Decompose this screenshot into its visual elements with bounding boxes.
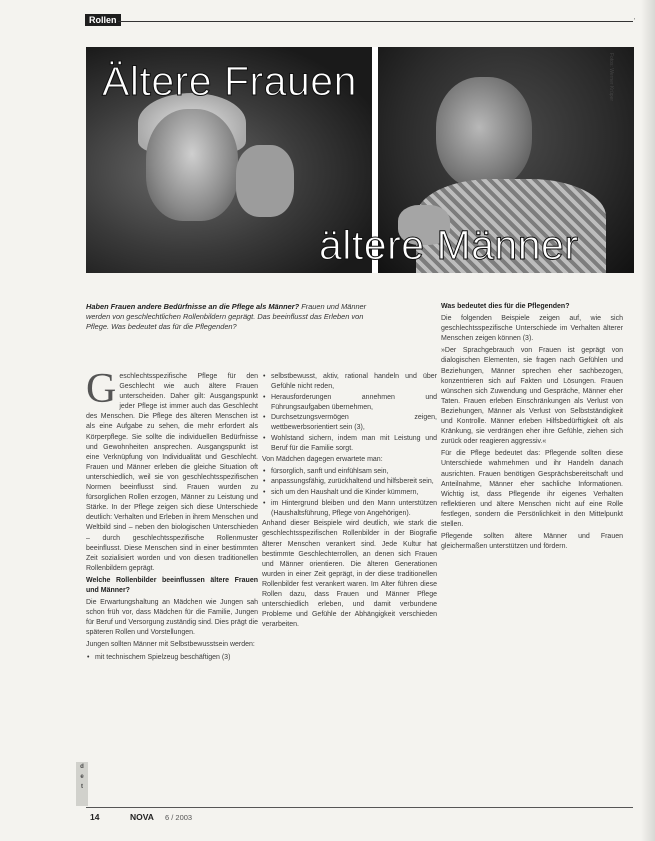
paragraph: Anhand dieser Beispiele wird deutlich, wie stark die geschlechtsspezifischen Rollenbilder in der Biografie älterer Menschen verankert sind. Jede Kultur hat bestimmte Geschlechterrollen, an denen sich Frauen und Männer orientieren. Die älteren Generationen wurden in einer Zeit geprägt, in der diese traditionellen Rollenbilder fest verankert waren. Im Alter führen diese Rollen dazu, dass Frauen und Männer Pflege unterschiedlich erleben, und damit verbundene Probleme und Gefühle der Abhängigkeit verschieden verarbeiten. (262, 520, 437, 629)
bullet-list-girls (262, 467, 437, 519)
photo-face-shape (436, 77, 532, 189)
margin-tab (76, 762, 88, 806)
paragraph: Für die Pflege bedeutet das: Pflegende sollten diese Unterschiede wahrnehmen und ihr Handeln danach ausrichten. Frauen benötigen Gesprächsbereitschaft und Anteilnahme, Männer eher sachliche Informationen. Wichtig ist, dass Pflegende ihr eigenes Verhalten reflektieren und ältere Menschen nicht auf eine Rolle festlegen, sondern die Persönlichkeit in den Mittelpunkt stellen. (441, 450, 623, 528)
issue-number: 6 / 2003 (165, 813, 193, 822)
page-number: 14 (90, 812, 100, 822)
list-item: • Wohlstand sichern, indem man mit Leistung und Beruf für die Familie sorgt. (271, 434, 437, 454)
margin-letter: e (80, 774, 84, 780)
intro-question: Haben Frauen andere Bedürfnisse an die Pflege als Männer? (86, 302, 300, 311)
paragraph-text: eschlechtsspezifische Pflege für den Geschlecht wie auch ältere Frauen unterscheiden. Daher gilt: Ausgangspunkt jeder Pflege ist immer auch das Geschlecht des Menschen. Die Pflege des älteren Menschen ist als eine Aufgabe zu sehen, die mehr erfordert als Körperpflege. Sie sollte die individuellen Bedürfnisse und Gewohnheiten ansprechen. Ausgangspunkt ist eine Verknüpfung von Individualität und Geschlecht. Frauen und Männer erleben die gleiche Situation oft unterschiedlich, weil sie von geschlechtsspezifischen Normen beeinflusst sind. Frauen wurden zu fürsorglichen Rollen erzogen, Männer zu Leistung und Stärke. In der Pflege zeigen sich diese Unterschiede deutlich: Verhalten und Erleben in ihrem Menschen und Weltbild sind – neben den biologischen Unterschieden – durch geschlechtsspezifische Rollenmuster beeinflusst. Diese Menschen sind in einer bestimmten Zeit sozialisiert worden und von diesen traditionellen Rollenbildern geprägt. (86, 373, 258, 572)
crop-mark: ' (634, 18, 636, 25)
footer-rule (86, 807, 633, 808)
margin-letter: d (80, 764, 84, 770)
paragraph: Die folgenden Beispiele zeigen auf, wie sich geschlechtsspezifische Unterschiede im Verhalten älterer Menschen zeigen können (3). (441, 315, 623, 343)
list-item: • selbstbewusst, aktiv, rational handeln und über Gefühle nicht reden, (271, 372, 437, 392)
section-rubric: Rollen (85, 14, 121, 26)
text-column-2 (262, 372, 437, 632)
photo-credit-text: Fotos: Werner Krüper (608, 53, 614, 101)
photo-credit (606, 55, 616, 145)
list-intro: Jungen sollten Männer mit Selbstbewusstsein werden: (86, 641, 255, 649)
list-item: • im Hintergrund bleiben und den Mann unterstützen (Haushaltsführung, Pflege von Angehörigen). (271, 499, 437, 519)
photo-hand-shape (236, 145, 294, 217)
list-item: • mit technischem Spielzeug beschäftigen (3) (95, 653, 258, 663)
bullet-list (86, 653, 258, 663)
opening-paragraph (86, 366, 258, 574)
margin-letter: t (81, 784, 83, 790)
headline-part-2: ältere Männer (319, 222, 579, 268)
photo-face-shape (146, 109, 238, 221)
list-item: • fürsorglich, sanft und einfühlsam sein, (271, 467, 437, 477)
paragraph: Die Erwartungshaltung an Mädchen wie Jungen sah schon früh vor, dass Mädchen für die Familie, Jungen für Beruf und Versorgung zuständig sind. Dies prägt die späteren Rollen und Vorstellungen. (86, 599, 258, 637)
subheading: Was bedeutet dies für die Pflegenden? (441, 303, 570, 310)
text-column-1 (86, 366, 258, 663)
intro-text: Frauen und Männer werden von geschlechtlichen Rollenbildern geprägt. Das beeinflusst das Erleben von Pflege. Was bedeutet das für die Pflegenden? (86, 302, 367, 332)
header-rule (118, 21, 633, 22)
quote-paragraph: »Der Sprachgebrauch von Frauen ist geprägt von dialogischen Elementen, sie fragen nach Gefühlen und Beziehungen, Männer sprechen eher sachbezogen, konzentrieren sich auf Fakten und Lösungen. Frauen wünschen sich Zuwendung und Gespräche, Männer eher Taten. Frauen erleben Einschränkungen als Verlust von Beziehungen, Männer als Verlust von Selbstständigkeit und Kontrolle. Männer erleben Hilfsbedürftigkeit oft als Kränkung, sie verdrängen eher ihre Gefühle, ziehen sich zurück oder reagieren aggressiv.« (441, 347, 623, 446)
list-item: • Durchsetzungsvermögen zeigen, wettbewerbsorientiert sein (3), (271, 413, 437, 433)
list-item: • anpassungsfähig, zurückhaltend und hilfsbereit sein, (271, 477, 437, 487)
text-column-3 (441, 302, 623, 554)
paragraph: Pflegende sollten ältere Männer und Frauen gleichermaßen unterstützen und fördern. (441, 533, 623, 551)
magazine-name: NOVA (130, 812, 154, 822)
bullet-list-boys (262, 372, 437, 454)
list-item: • Herausforderungen annehmen und Führungsaufgaben übernehmen, (271, 393, 437, 413)
article-intro (86, 302, 376, 332)
drop-cap: G (86, 366, 117, 412)
subheading: Welche Rollenbilder beeinflussen ältere Frauen und Männer? (86, 576, 258, 594)
paragraph: Von Mädchen dagegen erwartete man: (262, 455, 383, 463)
headline-part-1: Ältere Frauen (102, 58, 357, 104)
list-item: • sich um den Haushalt und die Kinder kümmern, (271, 488, 437, 498)
